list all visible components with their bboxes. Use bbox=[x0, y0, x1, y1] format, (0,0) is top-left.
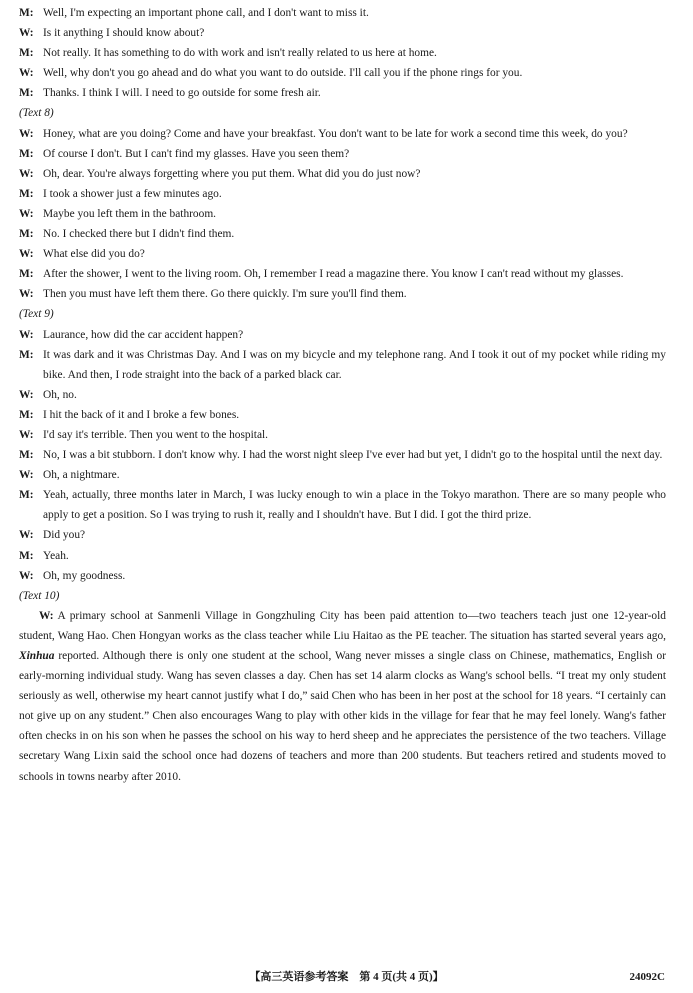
dialogue-text: Well, I'm expecting an important phone call, and I don't want to miss it. bbox=[43, 7, 369, 19]
speaker-label: W: bbox=[19, 127, 34, 140]
monologue-text: reported. Although there is only one student at the school, Wang never misses a single class on Chinese, mathematics, English or early-morning individual study. Wang has seven classes a day. Chen has set 14 alarm clocks as Wang's school bells. “I treat my only student seriously as well, otherwise my heart cannot justify what I do,” said Chen who has been in her post at the school for 18 years. “I certainly can not give up on any student.” Chen also encourages Wang to play with other kids in the village for fear that he may feel lonely. Wang's father often checks in on his son when he passes the school on his way to herd sheep and he appreciates the persistence of the two teachers. Village secretary Wang Lixin said the school once had dozens of teachers and more than 200 students. But teachers retired and students moved to schools in towns nearby after 2010. bbox=[19, 650, 666, 783]
dialogue-text: Oh, dear. You're always forgetting where you put them. What did you do just now? bbox=[43, 167, 421, 180]
speaker-label: W: bbox=[19, 248, 34, 261]
speaker-label: M: bbox=[19, 549, 34, 562]
dialogue-text: Yeah, actually, three months later in March, I was lucky enough to win a place in the Tokyo marathon. There are so many people who apply to get a position. So I was trying to rush it, really and I shouldn't have. But I did. I got the third prize. bbox=[43, 489, 666, 522]
dialogue-line bbox=[19, 244, 666, 264]
dialogue-text: Of course I don't. But I can't find my glasses. Have you seen them? bbox=[43, 147, 350, 160]
transcript-content bbox=[19, 3, 666, 787]
dialogue-text: Thanks. I think I will. I need to go outside for some fresh air. bbox=[43, 87, 321, 100]
speaker-label: M: bbox=[19, 489, 34, 502]
dialogue-line bbox=[19, 425, 666, 445]
dialogue-line bbox=[19, 63, 666, 83]
dialogue-text: I took a shower just a few minutes ago. bbox=[43, 187, 222, 200]
speaker-label: M: bbox=[19, 147, 34, 160]
speaker-label: W: bbox=[19, 529, 34, 542]
dialogue-line bbox=[19, 465, 666, 485]
dialogue-text: Then you must have left them there. Go there quickly. I'm sure you'll find them. bbox=[43, 288, 407, 301]
speaker-label: W: bbox=[19, 328, 34, 341]
dialogue-text: Well, why don't you go ahead and do what you want to do outside. I'll call you if the phone rings for you. bbox=[43, 67, 523, 80]
speaker-label: W: bbox=[19, 288, 34, 301]
dialogue-line bbox=[19, 405, 666, 425]
dialogue-line bbox=[19, 224, 666, 244]
dialogue-text: I'd say it's terrible. Then you went to the hospital. bbox=[43, 428, 269, 441]
speaker-label: W: bbox=[19, 569, 34, 582]
dialogue-text: Oh, my goodness. bbox=[43, 569, 126, 582]
speaker-label: W: bbox=[19, 207, 34, 220]
dialogue-text: Did you? bbox=[43, 529, 86, 542]
dialogue-text: After the shower, I went to the living room. Oh, I remember I read a magazine there. You know I can't read without my glasses. bbox=[43, 268, 624, 281]
speaker-label: W: bbox=[19, 388, 34, 401]
dialogue-line bbox=[19, 284, 666, 304]
page-footer bbox=[0, 966, 693, 988]
dialogue-line bbox=[19, 264, 666, 284]
dialogue-text: Laurance, how did the car accident happen? bbox=[43, 328, 244, 341]
speaker-label: M: bbox=[19, 7, 34, 19]
dialogue-text: What else did you do? bbox=[43, 248, 145, 261]
speaker-label: M: bbox=[19, 47, 34, 60]
source-name: Xinhua bbox=[19, 650, 55, 662]
dialogue-text: Oh, no. bbox=[43, 388, 77, 401]
dialogue-line bbox=[19, 124, 666, 144]
section-label: (Text 9) bbox=[19, 308, 54, 321]
dialogue-line bbox=[19, 43, 666, 63]
section-label: (Text 10) bbox=[19, 589, 60, 602]
dialogue-line bbox=[19, 345, 666, 385]
speaker-label: W: bbox=[19, 67, 34, 80]
dialogue-text: Honey, what are you doing? Come and have your breakfast. You don't want to be late for work a second time this week, do you? bbox=[43, 127, 628, 140]
speaker-label: M: bbox=[19, 187, 34, 200]
dialogue-line bbox=[19, 325, 666, 345]
dialogue-line bbox=[19, 385, 666, 405]
dialogue-line bbox=[19, 525, 666, 545]
speaker-label: M: bbox=[19, 228, 34, 241]
dialogue-text: Not really. It has something to do with work and isn't really related to us here at home. bbox=[43, 47, 437, 60]
dialogue-text: It was dark and it was Christmas Day. And I was on my bicycle and my telephone rang. And I took it out of my pocket while riding my bike. And then, I rode straight into the back of a parked black car. bbox=[43, 348, 666, 381]
dialogue-text: No, I was a bit stubborn. I don't know why. I had the worst night sleep I've ever had but yet, I didn't go to the hospital until the next day. bbox=[43, 449, 663, 462]
dialogue-text: Maybe you left them in the bathroom. bbox=[43, 207, 217, 220]
dialogue-text: No. I checked there but I didn't find them. bbox=[43, 228, 235, 241]
dialogue-line bbox=[19, 485, 666, 525]
monologue-text: A primary school at Sanmenli Village in Gongzhuling City has been paid attention to—two teachers teach just one 12-year-old student, Wang Hao. Chen Hongyan works as the class teacher while Liu Haitao as the PE teacher. The situation has started several years ago, bbox=[19, 609, 666, 642]
dialogue-line bbox=[19, 23, 666, 43]
dialogue-line bbox=[19, 144, 666, 164]
dialogue-line bbox=[19, 566, 666, 586]
dialogue-line bbox=[19, 184, 666, 204]
speaker-label: M: bbox=[19, 87, 34, 100]
speaker-label: W: bbox=[19, 167, 34, 180]
dialogue-text: Oh, a nightmare. bbox=[43, 469, 120, 482]
speaker-label: W: bbox=[19, 27, 34, 40]
speaker-label: W: bbox=[39, 609, 54, 622]
dialogue-line bbox=[19, 204, 666, 224]
dialogue-text: I hit the back of it and I broke a few bones. bbox=[43, 408, 240, 421]
dialogue-line bbox=[19, 546, 666, 566]
speaker-label: M: bbox=[19, 268, 34, 281]
dialogue-text: Is it anything I should know about? bbox=[43, 27, 205, 40]
dialogue-line bbox=[19, 83, 666, 103]
footer-page-info: 【高三英语参考答案 第 4 页(共 4 页)】 bbox=[249, 971, 444, 983]
dialogue-line bbox=[19, 445, 666, 465]
speaker-label: W: bbox=[19, 428, 34, 441]
speaker-label: M: bbox=[19, 348, 34, 361]
dialogue-line bbox=[19, 164, 666, 184]
footer-code: 24092C bbox=[629, 971, 665, 983]
dialogue-line bbox=[19, 3, 666, 23]
monologue-paragraph bbox=[19, 606, 666, 787]
dialogue-text: Yeah. bbox=[43, 549, 69, 562]
speaker-label: M: bbox=[19, 408, 34, 421]
speaker-label: M: bbox=[19, 449, 34, 462]
section-label: (Text 8) bbox=[19, 107, 54, 120]
speaker-label: W: bbox=[19, 469, 34, 482]
